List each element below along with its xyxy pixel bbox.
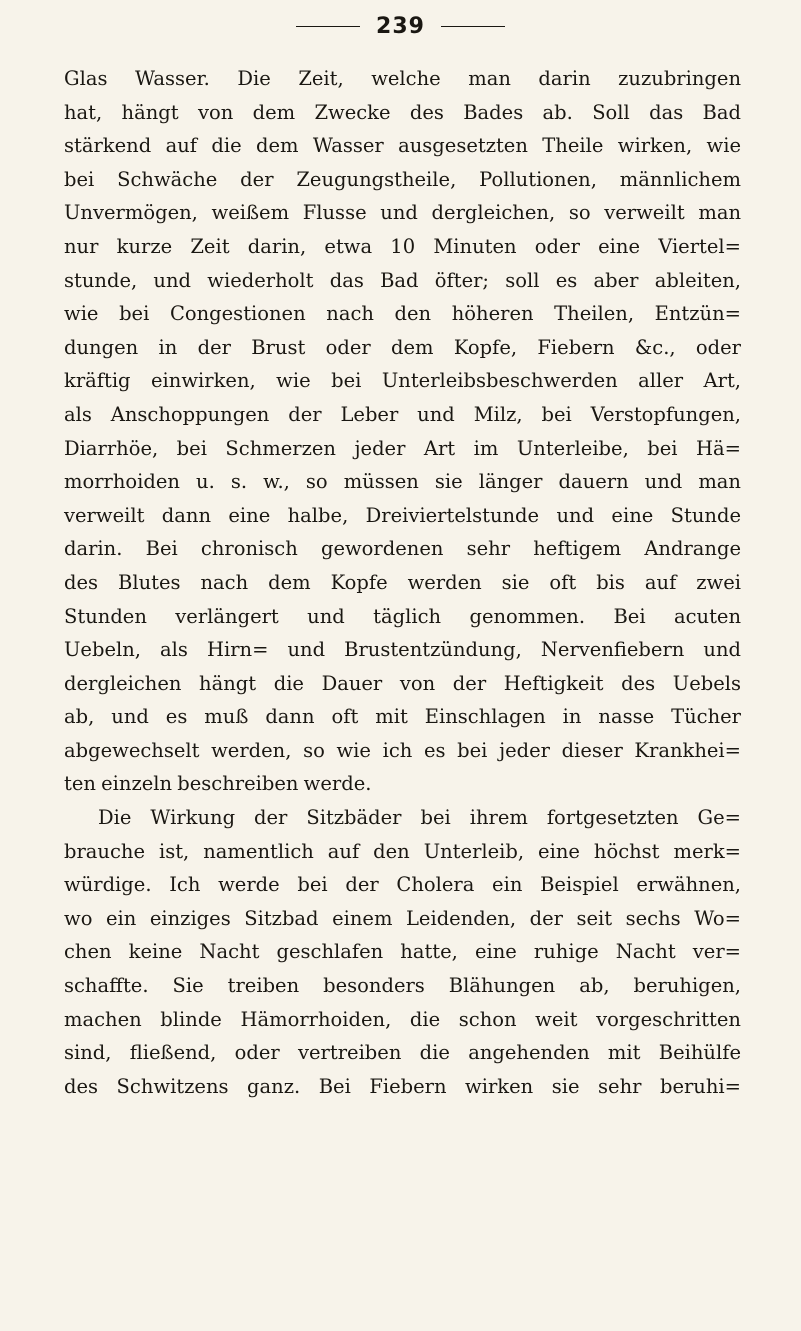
- text-line: des Schwitzens ganz. Bei Fiebern wirken sie sehr beruhi=: [64, 1074, 741, 1098]
- page-number: 239: [376, 14, 425, 39]
- text-line: dungen in der Brust oder dem Kopfe, Fiebern &c., oder: [64, 335, 741, 359]
- text-line: verweilt dann eine halbe, Dreiviertelstunde und eine Stunde: [64, 503, 741, 527]
- text-line: wo ein einziges Sitzbad einem Leidenden, der seit sechs Wo=: [64, 906, 741, 930]
- text-line: morrhoiden u. s. w., so müssen sie länger dauern und man: [64, 470, 741, 494]
- paragraph-start-line: Die Wirkung der Sitzbäder bei ihrem fortgesetzten Ge=: [98, 806, 741, 830]
- text-line: schaffte. Sie treiben besonders Blähungen ab, beruhigen,: [64, 974, 741, 998]
- header-rule-right: [441, 26, 505, 27]
- text-line: Unvermögen, weißem Flusse und dergleichen, so verweilt man: [64, 201, 741, 225]
- text-line: des Blutes nach dem Kopfe werden sie oft bis auf zwei: [64, 570, 741, 594]
- text-line: kräftig einwirken, wie bei Unterleibsbeschwerden aller Art,: [64, 369, 741, 393]
- text-line: stunde, und wiederholt das Bad öfter; soll es aber ableiten,: [64, 268, 741, 292]
- text-line: stärkend auf die dem Wasser ausgesetzten Theile wirken, wie: [64, 134, 741, 158]
- text-line: Diarrhöe, bei Schmerzen jeder Art im Unterleibe, bei Hä=: [64, 436, 741, 460]
- text-line: Uebeln, als Hirn= und Brustentzündung, Nervenfiebern und: [64, 638, 741, 662]
- text-line: darin. Bei chronisch gewordenen sehr heftigem Andrange: [64, 537, 741, 561]
- header-rule-left: [296, 26, 360, 27]
- text-line: Glas Wasser. Die Zeit, welche man darin zuzubringen: [64, 67, 741, 90]
- text-line: als Anschoppungen der Leber und Milz, bei Verstopfungen,: [64, 402, 741, 426]
- text-line: ab, und es muß dann oft mit Einschlagen in nasse Tücher: [64, 705, 741, 729]
- text-line: abgewechselt werden, so wie ich es bei jeder dieser Krankhei=: [64, 738, 741, 762]
- paragraph-end-line: ten einzeln beschreiben werde.: [64, 772, 372, 796]
- text-line: nur kurze Zeit darin, etwa 10 Minuten oder eine Viertel=: [64, 234, 741, 258]
- page-header: [0, 14, 801, 39]
- text-line: Stunden verlängert und täglich genommen. Bei acuten: [64, 604, 741, 628]
- text-line: chen keine Nacht geschlafen hatte, eine ruhige Nacht ver=: [64, 940, 741, 964]
- text-line: machen blinde Hämorrhoiden, die schon weit vorgeschritten: [64, 1007, 741, 1031]
- body-text: [64, 62, 741, 1103]
- text-line: brauche ist, namentlich auf den Unterleib, eine höchst merk=: [64, 839, 741, 863]
- text-line: sind, fließend, oder vertreiben die angehenden mit Beihülfe: [64, 1041, 741, 1065]
- text-line: würdige. Ich werde bei der Cholera ein Beispiel erwähnen,: [64, 873, 741, 897]
- text-line: wie bei Congestionen nach den höheren Theilen, Entzün=: [64, 302, 741, 326]
- text-line: hat, hängt von dem Zwecke des Bades ab. Soll das Bad: [64, 100, 741, 124]
- text-line: dergleichen hängt die Dauer von der Heftigkeit des Uebels: [64, 671, 741, 695]
- text-line: bei Schwäche der Zeugungstheile, Pollutionen, männlichem: [64, 167, 741, 191]
